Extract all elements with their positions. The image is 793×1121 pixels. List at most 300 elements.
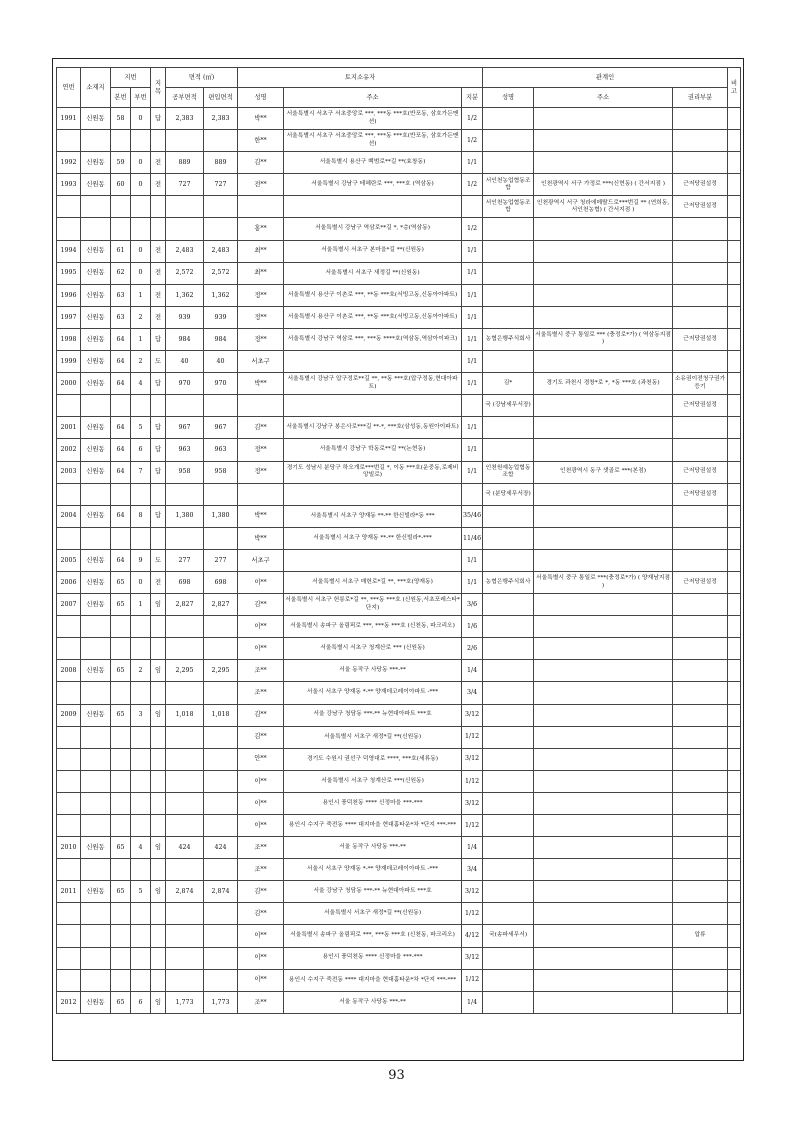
cell-rel-right: [673, 815, 728, 837]
cell-area-public: 958: [166, 461, 204, 483]
cell-rel-right: 압류: [673, 925, 728, 947]
cell-area-public: [166, 903, 204, 925]
cell-remark: [728, 284, 741, 306]
cell-lot-main: 58: [111, 108, 131, 130]
table-row: [57, 991, 741, 1013]
cell-area-public: 1,773: [166, 991, 204, 1013]
cell-area-incorporated: 1,773: [204, 991, 238, 1013]
cell-lot-sub: [131, 969, 151, 991]
cell-area-public: [166, 130, 204, 152]
cell-share: 1/4: [462, 991, 483, 1013]
cell-area-public: [166, 483, 204, 505]
cell-rel-name: [483, 991, 534, 1013]
cell-lot-sub: 6: [131, 439, 151, 461]
cell-area-incorporated: [204, 770, 238, 792]
cell-lot-sub: [131, 616, 151, 638]
cell-area-public: 967: [166, 417, 204, 439]
cell-owner-address: 서울특별시 송파구 올림픽로 ***, ***동 ***호 (신천동, 파크리오): [284, 925, 462, 947]
cell-rel-address: [534, 505, 673, 527]
cell-owner-name: 김**: [238, 903, 284, 925]
cell-rel-name: 농협은행주식회사: [483, 571, 534, 593]
cell-area-public: 963: [166, 439, 204, 461]
cell-share: 1/1: [462, 306, 483, 328]
cell-location: 신원동: [81, 328, 111, 350]
cell-owner-address: [284, 196, 462, 218]
cell-owner-address: 서울특별시 강남구 압구정로**길 **, **동 ***호(압구정동,현대아파트): [284, 373, 462, 395]
cell-remark: [728, 240, 741, 262]
cell-location: 신원동: [81, 439, 111, 461]
cell-owner-address: 용인시 풍덕천동 **** 신정마을 ***-***: [284, 792, 462, 814]
cell-category: [151, 616, 166, 638]
cell-area-incorporated: 939: [204, 306, 238, 328]
cell-rel-address: 인천광역시 서구 청라에메랄드로***번길 ** (연희동, 서인천농협) ( 간서지점 ): [534, 196, 673, 218]
cell-location: [81, 395, 111, 417]
cell-category: 답: [151, 439, 166, 461]
table-header: [57, 68, 741, 108]
cell-owner-address: 서울시 서초구 양재동 *-** 양재데코레이아파트 -***: [284, 859, 462, 881]
table-row: [57, 925, 741, 947]
cell-category: [151, 815, 166, 837]
cell-share: 1/1: [462, 152, 483, 174]
cell-owner-address: 용인시 수지구 죽전동 **** 대지마을 현대홈타운*차 *단지 ***-***: [284, 969, 462, 991]
cell-location: 신원동: [81, 108, 111, 130]
cell-location: [81, 859, 111, 881]
cell-owner-address: 서울 동작구 사당동 ***-**: [284, 660, 462, 682]
cell-lot-main: 63: [111, 284, 131, 306]
cell-location: [81, 969, 111, 991]
cell-rel-address: [534, 704, 673, 726]
cell-lot-sub: [131, 748, 151, 770]
cell-owner-address: [284, 395, 462, 417]
cell-area-incorporated: 698: [204, 571, 238, 593]
cell-owner-name: 이**: [238, 638, 284, 660]
cell-year: [57, 969, 81, 991]
cell-owner-name: 정**: [238, 439, 284, 461]
cell-lot-sub: [131, 726, 151, 748]
cell-lot-main: [111, 616, 131, 638]
cell-area-public: 939: [166, 306, 204, 328]
cell-owner-name: 조**: [238, 991, 284, 1013]
cell-remark: [728, 218, 741, 240]
cell-owner-name: 김**: [238, 152, 284, 174]
cell-area-incorporated: [204, 196, 238, 218]
cell-year: 1995: [57, 262, 81, 284]
cell-area-incorporated: 2,383: [204, 108, 238, 130]
cell-area-public: 2,827: [166, 594, 204, 616]
cell-year: 1999: [57, 351, 81, 373]
cell-owner-address: 서울특별시 서초구 서초중앙로 ***, ***동 ***호(반포동, 삼호가든맨션): [284, 108, 462, 130]
cell-lot-main: 63: [111, 306, 131, 328]
cell-category: 임: [151, 660, 166, 682]
cell-lot-main: 65: [111, 704, 131, 726]
cell-remark: [728, 770, 741, 792]
cell-lot-main: 65: [111, 594, 131, 616]
cell-owner-name: 정**: [238, 306, 284, 328]
cell-lot-sub: [131, 947, 151, 969]
cell-year: 1997: [57, 306, 81, 328]
table-row: [57, 108, 741, 130]
cell-owner-address: [284, 483, 462, 505]
cell-owner-address: 서울특별시 용산구 이촌로 ***, **동 ***호(서빙고동,신동아아파트): [284, 306, 462, 328]
cell-category: 답: [151, 505, 166, 527]
table-row: [57, 218, 741, 240]
cell-owner-name: 전**: [238, 174, 284, 196]
col-related: 관계인: [483, 68, 728, 88]
cell-owner-name: 박**: [238, 108, 284, 130]
cell-remark: [728, 903, 741, 925]
cell-lot-main: 64: [111, 373, 131, 395]
cell-remark: [728, 704, 741, 726]
cell-area-incorporated: 1,380: [204, 505, 238, 527]
cell-location: 신원동: [81, 837, 111, 859]
cell-area-public: 2,572: [166, 262, 204, 284]
col-owner-address: 주소: [284, 88, 462, 108]
cell-location: 신원동: [81, 704, 111, 726]
cell-lot-sub: 0: [131, 152, 151, 174]
cell-year: [57, 395, 81, 417]
cell-area-public: [166, 196, 204, 218]
cell-rel-address: [534, 417, 673, 439]
cell-share: 2/6: [462, 638, 483, 660]
land-table: [56, 67, 741, 1014]
table-row: [57, 284, 741, 306]
col-year: 연번: [57, 68, 81, 108]
cell-owner-name: 이**: [238, 792, 284, 814]
cell-owner-name: 조**: [238, 837, 284, 859]
cell-lot-main: [111, 903, 131, 925]
cell-lot-sub: [131, 903, 151, 925]
cell-lot-sub: 4: [131, 837, 151, 859]
cell-rel-right: [673, 616, 728, 638]
cell-rel-right: 근저당권설정: [673, 571, 728, 593]
cell-owner-address: 서울특별시 용산구 백범로**길 **(효창동): [284, 152, 462, 174]
cell-year: [57, 682, 81, 704]
cell-rel-right: [673, 837, 728, 859]
cell-category: [151, 859, 166, 881]
cell-lot-main: [111, 947, 131, 969]
cell-area-public: [166, 770, 204, 792]
table-row: [57, 726, 741, 748]
table-row: [57, 373, 741, 395]
cell-share: 4/12: [462, 925, 483, 947]
cell-rel-name: [483, 218, 534, 240]
cell-rel-right: 근저당권설정: [673, 395, 728, 417]
cell-location: [81, 196, 111, 218]
page-frame: [52, 58, 744, 1061]
cell-owner-name: 박**: [238, 505, 284, 527]
cell-rel-address: [534, 616, 673, 638]
cell-rel-name: [483, 792, 534, 814]
cell-year: 2004: [57, 505, 81, 527]
cell-area-public: [166, 638, 204, 660]
cell-rel-name: [483, 660, 534, 682]
cell-location: 신원동: [81, 991, 111, 1013]
cell-share: 3/4: [462, 682, 483, 704]
cell-area-incorporated: 40: [204, 351, 238, 373]
cell-location: [81, 903, 111, 925]
cell-lot-main: 64: [111, 351, 131, 373]
cell-rel-right: [673, 417, 728, 439]
cell-year: 1991: [57, 108, 81, 130]
cell-rel-right: [673, 594, 728, 616]
cell-rel-name: [483, 417, 534, 439]
cell-owner-name: 김**: [238, 881, 284, 903]
cell-share: 1/1: [462, 549, 483, 571]
cell-remark: [728, 351, 741, 373]
cell-year: 2009: [57, 704, 81, 726]
cell-lot-sub: 0: [131, 240, 151, 262]
cell-rel-address: [534, 991, 673, 1013]
cell-area-incorporated: 984: [204, 328, 238, 350]
cell-lot-main: [111, 969, 131, 991]
cell-lot-sub: [131, 925, 151, 947]
cell-year: 2012: [57, 991, 81, 1013]
cell-location: 신원동: [81, 152, 111, 174]
cell-year: [57, 815, 81, 837]
cell-remark: [728, 682, 741, 704]
cell-category: 답: [151, 461, 166, 483]
cell-remark: [728, 505, 741, 527]
cell-year: [57, 792, 81, 814]
cell-owner-address: 서울특별시 서초구 서초중앙로 ***, ***동 ***호(반포동, 삼호가든맨션): [284, 130, 462, 152]
cell-area-public: 698: [166, 571, 204, 593]
cell-remark: [728, 483, 741, 505]
cell-owner-address: 용인시 풍덕천동 **** 신정마을 ***-***: [284, 947, 462, 969]
cell-remark: [728, 373, 741, 395]
cell-area-incorporated: 1,018: [204, 704, 238, 726]
cell-category: 전: [151, 152, 166, 174]
cell-rel-name: [483, 306, 534, 328]
cell-area-public: [166, 925, 204, 947]
cell-owner-name: [238, 483, 284, 505]
table-row: [57, 527, 741, 549]
cell-year: 2011: [57, 881, 81, 903]
cell-owner-address: 서울특별시 강남구 봉은사로***길 **-*, ***호(삼성동,동원아이파트): [284, 417, 462, 439]
cell-remark: [728, 638, 741, 660]
cell-lot-sub: 8: [131, 505, 151, 527]
cell-lot-sub: [131, 815, 151, 837]
cell-rel-right: 소유권이전청구권가등기: [673, 373, 728, 395]
table-row: [57, 594, 741, 616]
cell-lot-main: [111, 726, 131, 748]
cell-area-public: [166, 969, 204, 991]
cell-category: 전: [151, 571, 166, 593]
cell-rel-name: 국 (분당세무서장): [483, 483, 534, 505]
cell-owner-name: [238, 395, 284, 417]
cell-share: 1/2: [462, 130, 483, 152]
cell-year: [57, 616, 81, 638]
cell-location: 신원동: [81, 373, 111, 395]
cell-rel-right: [673, 262, 728, 284]
cell-rel-name: [483, 240, 534, 262]
cell-remark: [728, 174, 741, 196]
cell-share: 1/12: [462, 969, 483, 991]
cell-lot-sub: [131, 130, 151, 152]
cell-lot-sub: 5: [131, 881, 151, 903]
cell-owner-name: 이**: [238, 969, 284, 991]
cell-location: [81, 483, 111, 505]
cell-rel-name: [483, 726, 534, 748]
cell-lot-sub: [131, 527, 151, 549]
cell-area-incorporated: 889: [204, 152, 238, 174]
cell-rel-right: [673, 130, 728, 152]
cell-share: 3/12: [462, 947, 483, 969]
table-row: [57, 439, 741, 461]
cell-lot-main: [111, 748, 131, 770]
cell-category: 임: [151, 594, 166, 616]
cell-owner-name: [238, 196, 284, 218]
cell-category: [151, 748, 166, 770]
table-row: [57, 815, 741, 837]
cell-remark: [728, 306, 741, 328]
cell-category: [151, 726, 166, 748]
cell-rel-name: 농협은행주식회사: [483, 328, 534, 350]
cell-location: [81, 616, 111, 638]
cell-lot-main: [111, 638, 131, 660]
cell-area-public: 277: [166, 549, 204, 571]
cell-lot-sub: [131, 859, 151, 881]
cell-lot-sub: 5: [131, 417, 151, 439]
cell-category: [151, 903, 166, 925]
cell-lot-sub: 0: [131, 174, 151, 196]
cell-area-incorporated: 967: [204, 417, 238, 439]
cell-remark: [728, 837, 741, 859]
cell-area-public: 2,874: [166, 881, 204, 903]
cell-rel-right: 근저당권설정: [673, 483, 728, 505]
cell-owner-name: 한**: [238, 130, 284, 152]
cell-rel-name: [483, 638, 534, 660]
cell-owner-name: 조**: [238, 682, 284, 704]
cell-owner-name: 김**: [238, 594, 284, 616]
cell-share: 1/1: [462, 439, 483, 461]
cell-rel-address: [534, 770, 673, 792]
cell-owner-address: 경기도 성남시 분당구 하오개로***번길 *, 이동 ***호(운중동,로제비앙빌로): [284, 461, 462, 483]
cell-remark: [728, 660, 741, 682]
cell-remark: [728, 859, 741, 881]
cell-rel-right: [673, 859, 728, 881]
cell-category: [151, 792, 166, 814]
cell-owner-name: 이**: [238, 770, 284, 792]
cell-owner-name: 정**: [238, 284, 284, 306]
cell-owner-address: 서울특별시 서초구 청계산로 *** (신원동): [284, 638, 462, 660]
cell-category: [151, 527, 166, 549]
cell-rel-address: 경기도 과천시 경창*로 *, *동 ***호 (과천동): [534, 373, 673, 395]
cell-rel-name: [483, 505, 534, 527]
cell-rel-name: [483, 881, 534, 903]
table-row: [57, 174, 741, 196]
cell-remark: [728, 527, 741, 549]
cell-remark: [728, 969, 741, 991]
cell-remark: [728, 262, 741, 284]
col-category: 지목: [151, 68, 166, 108]
cell-remark: [728, 571, 741, 593]
cell-rel-right: [673, 527, 728, 549]
cell-rel-right: [673, 660, 728, 682]
table-row: [57, 704, 741, 726]
cell-owner-address: 서울특별시 강남구 역삼로**길 *, *층(역삼동): [284, 218, 462, 240]
cell-rel-right: 근저당권설정: [673, 196, 728, 218]
cell-location: 신원동: [81, 881, 111, 903]
cell-rel-address: [534, 881, 673, 903]
cell-area-incorporated: [204, 395, 238, 417]
cell-area-public: 2,383: [166, 108, 204, 130]
cell-lot-main: 65: [111, 571, 131, 593]
cell-area-incorporated: [204, 792, 238, 814]
cell-remark: [728, 594, 741, 616]
cell-rel-address: [534, 130, 673, 152]
cell-rel-right: 근저당권설정: [673, 461, 728, 483]
cell-location: [81, 792, 111, 814]
cell-rel-right: [673, 351, 728, 373]
table-row: [57, 638, 741, 660]
table-row: [57, 903, 741, 925]
cell-lot-main: 61: [111, 240, 131, 262]
cell-location: [81, 748, 111, 770]
cell-area-incorporated: [204, 969, 238, 991]
cell-rel-address: [534, 859, 673, 881]
cell-area-public: 40: [166, 351, 204, 373]
cell-rel-name: [483, 152, 534, 174]
cell-rel-name: [483, 594, 534, 616]
cell-rel-address: [534, 792, 673, 814]
cell-rel-address: 인천광역시 서구 가정로 ***(신현동) ( 간서지점 ): [534, 174, 673, 196]
cell-rel-name: [483, 947, 534, 969]
cell-area-public: [166, 726, 204, 748]
cell-area-public: 889: [166, 152, 204, 174]
cell-rel-name: [483, 439, 534, 461]
table-row: [57, 417, 741, 439]
cell-share: 1/1: [462, 571, 483, 593]
cell-share: 1/2: [462, 174, 483, 196]
cell-rel-name: [483, 616, 534, 638]
cell-category: 답: [151, 108, 166, 130]
cell-area-public: 2,483: [166, 240, 204, 262]
cell-rel-name: 인천원예농업협동조합: [483, 461, 534, 483]
table-row: [57, 152, 741, 174]
cell-owner-address: 서울특별시 서초구 헌릉로*길 **, ***동 ***호 (신원동,서초포레스타*단지): [284, 594, 462, 616]
cell-category: [151, 969, 166, 991]
cell-lot-sub: [131, 395, 151, 417]
cell-year: 2010: [57, 837, 81, 859]
cell-year: 2003: [57, 461, 81, 483]
col-share: 지분: [462, 88, 483, 108]
cell-rel-name: [483, 770, 534, 792]
cell-share: 1/1: [462, 262, 483, 284]
col-area-public: 공부면적: [166, 88, 204, 108]
cell-lot-sub: 3: [131, 704, 151, 726]
cell-rel-right: [673, 549, 728, 571]
table-row: [57, 351, 741, 373]
cell-lot-sub: 1: [131, 328, 151, 350]
cell-owner-address: 서울특별시 강남구 테헤란로 ***, ***호 (역삼동): [284, 174, 462, 196]
cell-rel-right: [673, 218, 728, 240]
table-row: [57, 483, 741, 505]
cell-location: [81, 770, 111, 792]
cell-remark: [728, 196, 741, 218]
cell-rel-address: [534, 947, 673, 969]
cell-area-public: 1,380: [166, 505, 204, 527]
cell-area-incorporated: [204, 527, 238, 549]
cell-year: [57, 903, 81, 925]
cell-owner-address: 서울특별시 서초구 본마을*길 **(신원동): [284, 240, 462, 262]
cell-share: 1/12: [462, 770, 483, 792]
cell-year: [57, 218, 81, 240]
cell-category: [151, 218, 166, 240]
col-remark: 비고: [728, 68, 741, 108]
cell-category: [151, 770, 166, 792]
cell-category: 임: [151, 881, 166, 903]
cell-category: 전: [151, 306, 166, 328]
